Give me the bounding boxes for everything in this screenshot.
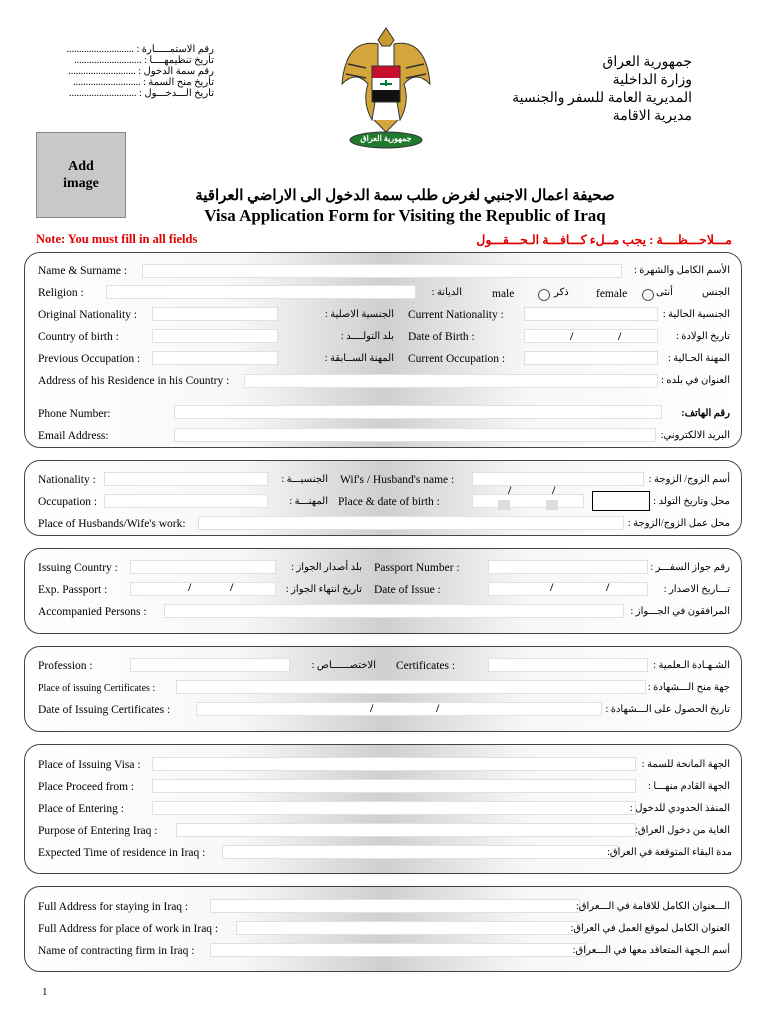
label-country-of-birth-ar: بلد التولــــد :	[340, 331, 394, 342]
label-contracting-firm: Name of contracting firm in Iraq :	[38, 945, 195, 957]
label-issuing-country: Issuing Country :	[38, 562, 118, 574]
header-line-residence: مديرية الاقامة	[612, 109, 692, 124]
label-female: female	[596, 288, 628, 300]
ref-grant-date: تاريخ منح السمة : ...........................	[73, 77, 214, 88]
label-place-issuing-visa: Place of Issuing Visa :	[38, 759, 141, 771]
date-of-birth-input[interactable]	[524, 329, 658, 343]
ref-organization-date: تاريخ تنظيمهــــا : ...........................	[74, 55, 214, 66]
label-profession: Profession :	[38, 660, 93, 672]
cert-date-separator-2: /	[436, 701, 440, 715]
add-image-box[interactable]	[36, 132, 126, 218]
label-date-of-issue: Date of Issue :	[374, 584, 441, 596]
profession-input[interactable]	[130, 658, 290, 672]
label-previous-occupation: Previous Occupation :	[38, 353, 141, 365]
label-spouse-occupation: Occupation :	[38, 496, 98, 508]
dob-month-marker	[546, 500, 558, 510]
date-issuing-certificates-input[interactable]	[196, 702, 602, 716]
label-work-address-ar: العنوان الكامل لموقع العمل في العراق:	[570, 923, 730, 934]
label-name-surname: Name & Surname :	[38, 265, 128, 277]
purpose-entering-input[interactable]	[176, 823, 636, 837]
note-english: Note: You must fill in all fields	[36, 232, 198, 246]
label-spouse-work-ar: محل عمل الزوج/الزوجة :	[627, 518, 730, 529]
label-passport-expiry: Exp. Passport :	[38, 584, 108, 596]
spouse-work-input[interactable]	[198, 516, 624, 530]
label-country-of-birth: Country of birth :	[38, 331, 119, 343]
ref-form-number: رقم الاستمـــــارة : ...........................	[66, 44, 214, 55]
label-religion-ar: الديانة :	[431, 287, 462, 298]
accompanied-persons-input[interactable]	[164, 604, 624, 618]
label-passport-number: Passport Number :	[374, 562, 460, 574]
passport-expiry-input[interactable]	[130, 582, 276, 596]
current-occupation-input[interactable]	[524, 351, 658, 365]
place-issuing-visa-input[interactable]	[152, 757, 636, 771]
label-place-issuing-visa-ar: الجهة المانحة للسمة :	[641, 759, 730, 770]
label-profession-ar: الاختصــــــاص :	[311, 660, 376, 671]
date-of-issue-input[interactable]	[488, 582, 648, 596]
label-place-of-entering: Place of Entering :	[38, 803, 124, 815]
label-place-issuing-certificates: Place of issuing Certificates :	[38, 683, 156, 694]
label-date-issuing-certificates: Date of Issuing Certificates :	[38, 704, 171, 716]
label-spouse-nationality-ar: الجنسيـــة :	[281, 474, 328, 485]
label-phone-number-ar: رقم الهاتف:	[681, 408, 730, 419]
spouse-place-of-birth-input[interactable]	[592, 491, 650, 511]
label-spouse-work: Place of Husbands/Wife's work:	[38, 518, 186, 530]
ref-block	[44, 44, 214, 99]
dob-separator-1: /	[570, 329, 574, 343]
label-spouse-occupation-ar: المهنـــة :	[289, 496, 328, 507]
label-current-occupation: Current Occupation :	[408, 353, 506, 365]
label-expected-residence-time: Expected Time of residence in Iraq :	[38, 847, 206, 859]
label-date-of-issue-ar: تـــاريخ الاصدار :	[663, 584, 730, 595]
previous-occupation-input[interactable]	[152, 351, 278, 365]
issue-separator-1: /	[550, 580, 554, 594]
add-image-label: Add image	[63, 159, 99, 191]
page-number: 1	[42, 986, 48, 998]
full-address-staying-input[interactable]	[210, 899, 580, 913]
female-radio[interactable]	[642, 289, 654, 301]
religion-input[interactable]	[106, 285, 416, 299]
label-male: male	[492, 288, 515, 300]
male-radio[interactable]	[538, 289, 550, 301]
label-address: Address of his Residence in his Country :	[38, 375, 230, 387]
spouse-dob-separator-2: /	[552, 483, 556, 497]
label-accompanied-persons-ar: المرافقون في الجـــواز :	[630, 606, 730, 617]
header-line-republic: جمهورية العراق	[602, 55, 692, 70]
emblem-ribbon-text: جمهورية العراق	[360, 134, 412, 143]
label-work-address: Full Address for place of work in Iraq :	[38, 923, 219, 935]
header-line-ministry: وزارة الداخلية	[612, 73, 692, 88]
label-passport-expiry-ar: تاريخ انتهاء الجواز :	[285, 584, 362, 595]
label-female-ar: أنثى	[656, 287, 673, 298]
dob-separator-2: /	[618, 329, 622, 343]
spouse-date-of-birth-input[interactable]	[472, 494, 584, 508]
label-date-issuing-certificates-ar: تاريخ الحصول على الـــشهادة :	[605, 704, 730, 715]
label-spouse-nationality: Nationality :	[38, 474, 96, 486]
label-expected-residence-time-ar: مدة البقاء المتوقعة في العراق:	[607, 847, 732, 858]
current-nationality-input[interactable]	[524, 307, 658, 321]
phone-number-input[interactable]	[174, 405, 662, 419]
label-place-proceed-from-ar: الجهة القادم منهـــا :	[648, 781, 730, 792]
label-spouse-name: Wif's / Husband's name :	[340, 474, 455, 486]
spouse-occupation-input[interactable]	[104, 494, 268, 508]
passport-number-input[interactable]	[488, 560, 648, 574]
label-place-of-entering-ar: المنفذ الحدودي للدخول :	[629, 803, 730, 814]
label-email-address: Email Address:	[38, 430, 109, 442]
label-place-issuing-certificates-ar: جهة منح الـــشهادة :	[647, 682, 730, 693]
label-original-nationality-ar: الجنسية الاصلية :	[324, 309, 394, 320]
dob-day-marker	[498, 500, 510, 510]
label-current-nationality: Current Nationality :	[408, 309, 504, 321]
note-arabic: مـــلاحـــظــــة : يجب مــلء كـــافـــة الـحـــقـــول	[476, 233, 732, 247]
expiry-separator-2: /	[230, 580, 234, 594]
ref-entry-date: تاريخ الـــدخـــول : ...........................	[69, 88, 214, 99]
label-issuing-country-ar: بلد أصدار الجواز :	[291, 562, 362, 573]
label-male-ar: ذكر	[554, 287, 569, 298]
work-address-input[interactable]	[236, 921, 578, 935]
label-passport-number-ar: رقم جواز السفـــر :	[650, 562, 730, 573]
label-accompanied-persons: Accompanied Persons :	[38, 606, 147, 618]
certificates-input[interactable]	[488, 658, 648, 672]
label-address-ar: العنوان في بلده :	[661, 375, 730, 386]
contracting-firm-input[interactable]	[210, 943, 586, 957]
ref-visa-number: رقم سمة الدخول : ...........................	[68, 66, 214, 77]
label-certificates-ar: الشـهـادة الـعلمية :	[653, 660, 730, 671]
label-full-address-staying: Full Address for staying in Iraq :	[38, 901, 189, 913]
email-address-input[interactable]	[174, 428, 656, 442]
label-date-of-birth: Date of Birth :	[408, 331, 475, 343]
title-english: Visa Application Form for Visiting the Republic of Iraq	[204, 206, 606, 225]
place-of-entering-input[interactable]	[152, 801, 636, 815]
label-certificates: Certificates :	[396, 660, 456, 672]
place-proceed-from-input[interactable]	[152, 779, 636, 793]
spouse-dob-separator-1: /	[508, 483, 512, 497]
label-email-address-ar: البريد الالكتروني:	[660, 430, 730, 441]
address-input[interactable]	[244, 374, 658, 388]
label-full-address-staying-ar: الـــعنوان الكامل للاقامة في الـــعراق:	[575, 901, 730, 912]
label-purpose-entering-ar: الغاية من دخول العراق:	[635, 825, 730, 836]
label-spouse-place-date-birth: Place & date of birth :	[338, 496, 440, 508]
label-place-proceed-from: Place Proceed from :	[38, 781, 135, 793]
label-contracting-firm-ar: أسم الـجهة المتعاقد معها في الـــعراق:	[572, 945, 730, 956]
label-phone-number: Phone Number:	[38, 408, 111, 420]
header-line-directorate: المديرية العامة للسفر والجنسية	[512, 91, 692, 106]
label-spouse-name-ar: أسم الزوج/ الزوجة :	[648, 474, 730, 485]
cert-date-separator-1: /	[370, 701, 374, 715]
label-current-nationality-ar: الجنسية الحالية :	[662, 309, 730, 320]
expected-residence-time-input[interactable]	[222, 845, 618, 859]
label-previous-occupation-ar: المهنة الســابقة :	[324, 353, 394, 364]
label-date-of-birth-ar: تاريخ الولادة :	[675, 331, 730, 342]
issue-separator-2: /	[606, 580, 610, 594]
label-sex-ar: الجنس	[701, 287, 730, 298]
original-nationality-input[interactable]	[152, 307, 278, 321]
iraq-emblem-icon	[338, 24, 434, 152]
spouse-name-input[interactable]	[472, 472, 644, 486]
issuing-country-input[interactable]	[130, 560, 276, 574]
label-original-nationality: Original Nationality :	[38, 309, 138, 321]
label-religion: Religion :	[38, 287, 84, 299]
label-purpose-entering: Purpose of Entering Iraq :	[38, 825, 158, 837]
label-current-occupation-ar: المهنة الحـالية :	[667, 353, 730, 364]
label-spouse-place-date-birth-ar: محل وتاريخ التولد :	[653, 496, 730, 507]
title-arabic: صحيفة اعمال الاجنبي لغرض طلب سمة الدخول الى الاراضي العراقية	[195, 188, 615, 204]
expiry-separator-1: /	[188, 580, 192, 594]
country-of-birth-input[interactable]	[152, 329, 278, 343]
ministry-header	[470, 54, 692, 126]
label-name-surname-ar: الأسم الكامل والشهرة :	[633, 265, 730, 276]
name-surname-input[interactable]	[142, 264, 622, 278]
spouse-nationality-input[interactable]	[104, 472, 268, 486]
place-issuing-certificates-input[interactable]	[176, 680, 646, 694]
